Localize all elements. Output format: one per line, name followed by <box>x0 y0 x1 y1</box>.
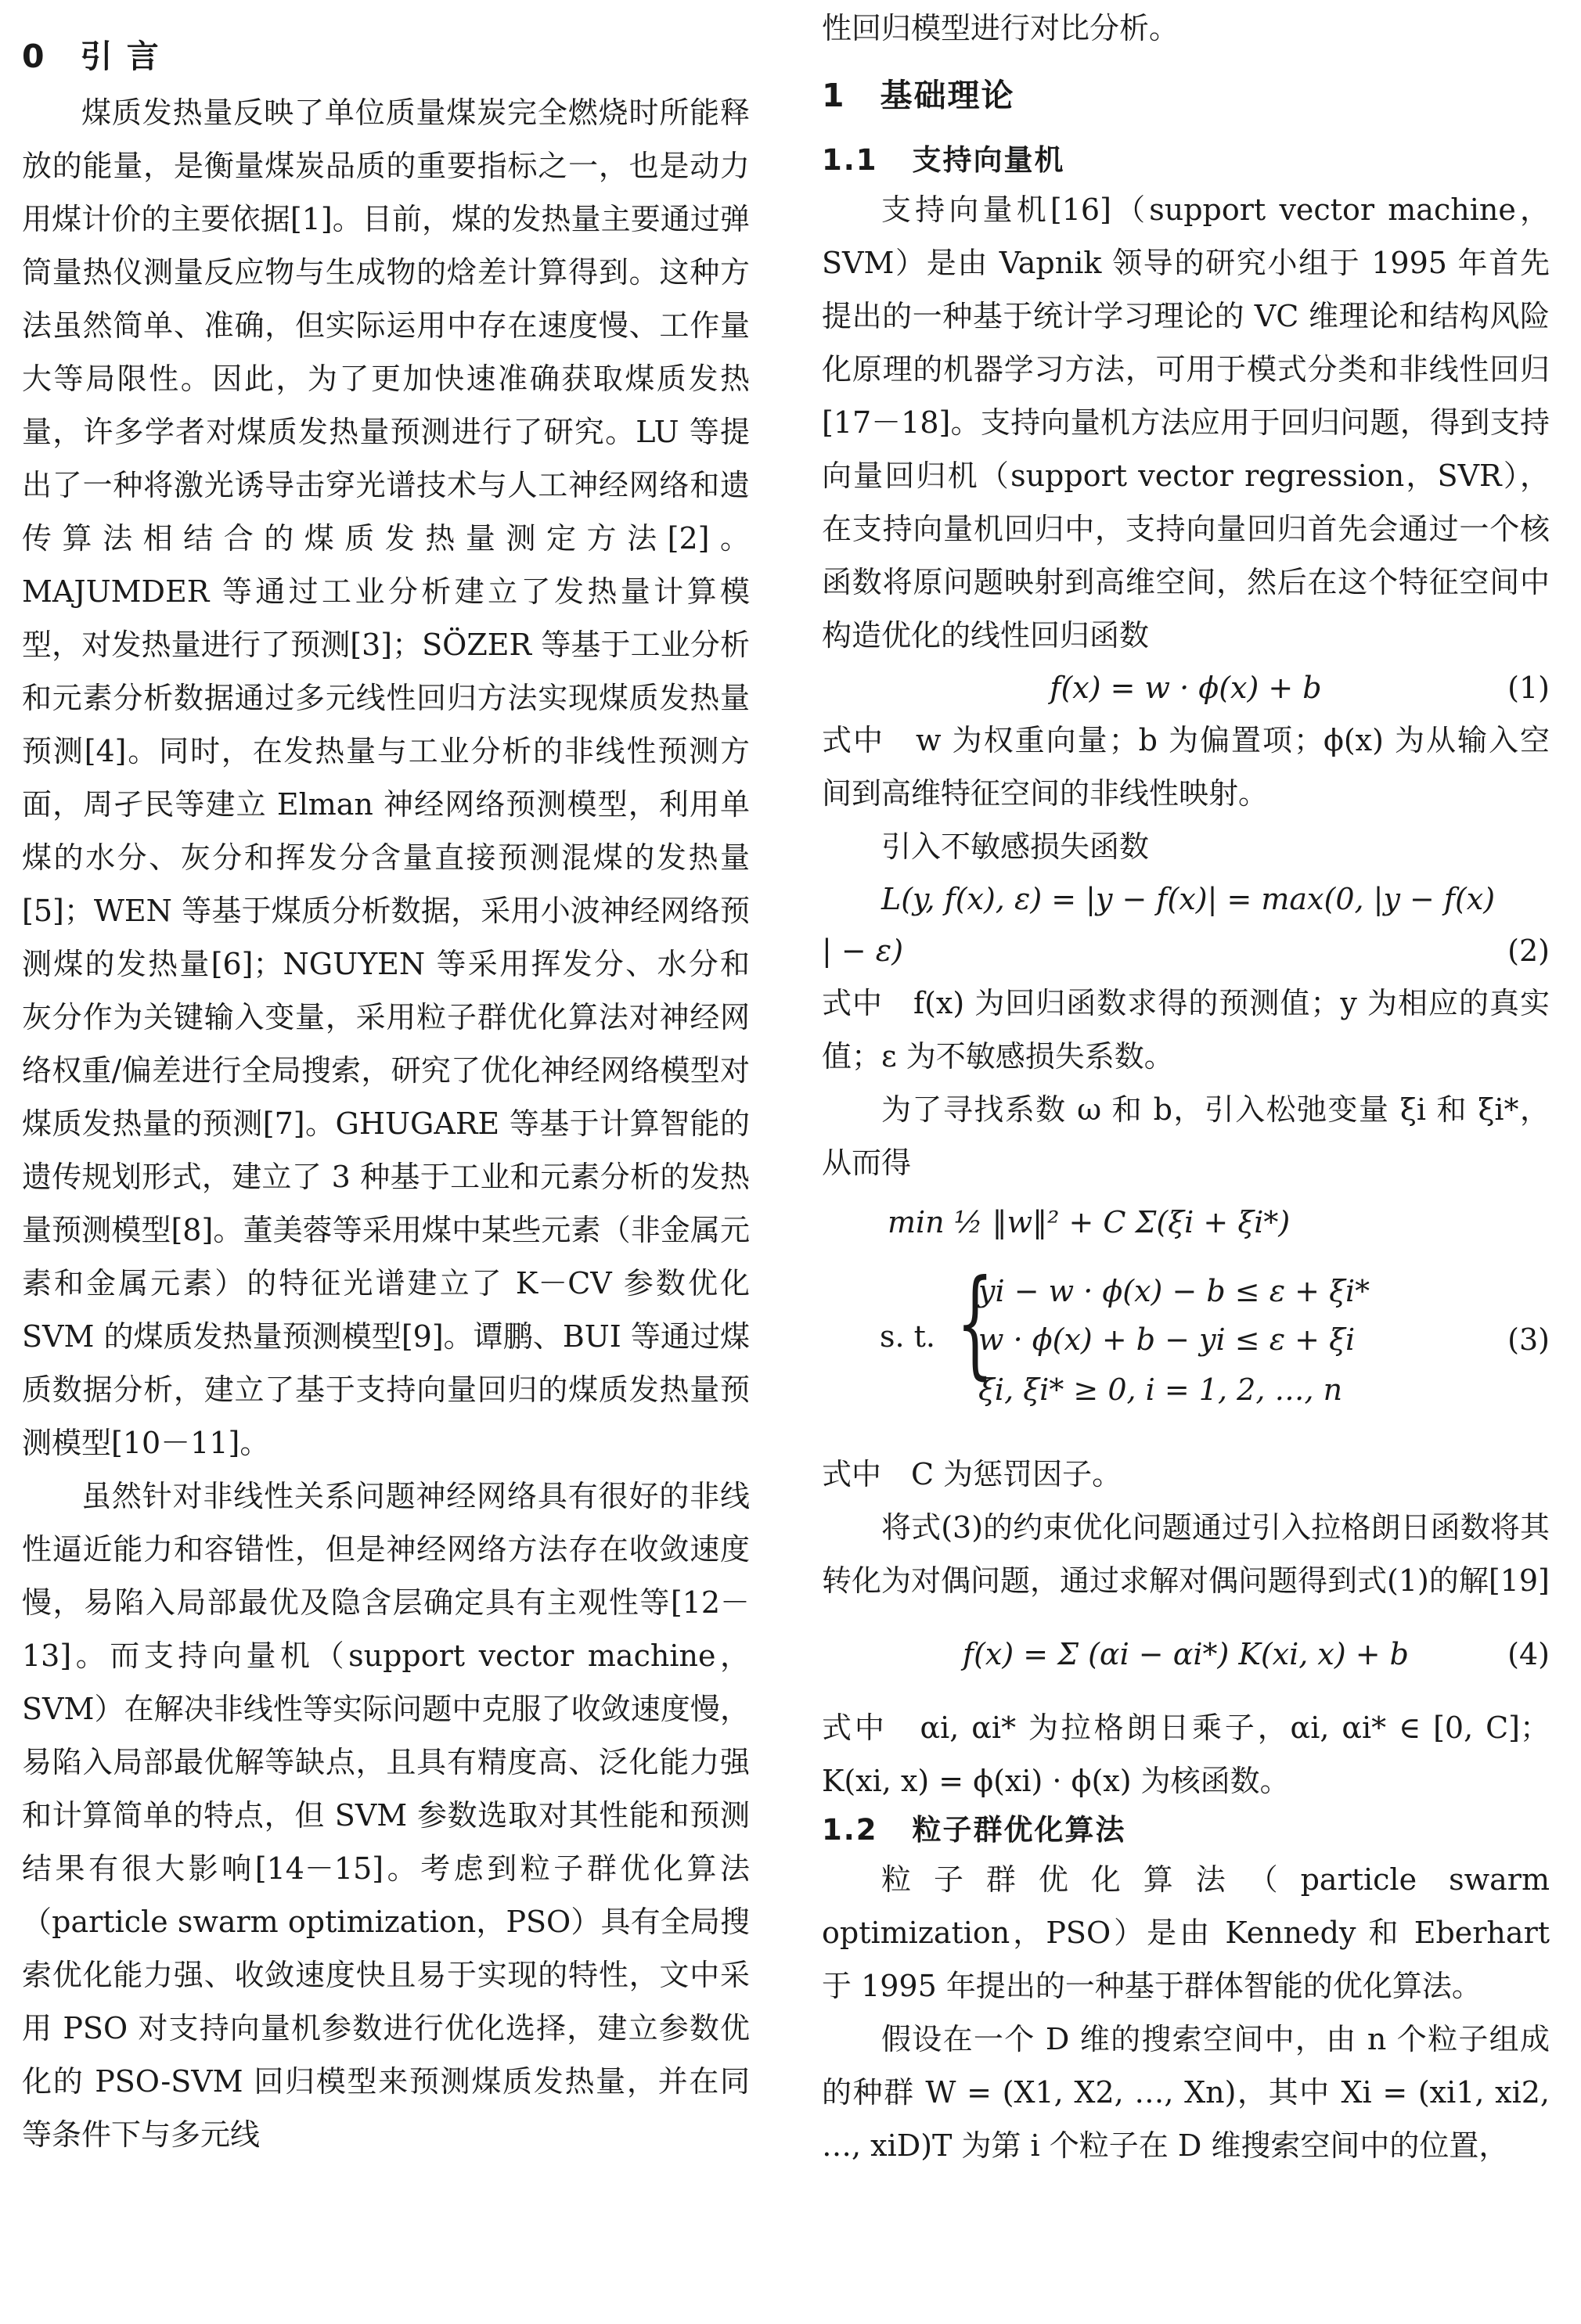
subsection-title: 支持向量机 <box>912 143 1065 177</box>
subsection-title: 粒子群优化算法 <box>912 1813 1126 1847</box>
subject-to-label: s. t. <box>880 1319 936 1354</box>
pso-paragraph: 粒子群优化算法（particle swarm optimization，PSO）是由 Kennedy 和 Eberhart 于 1995 年提出的一种基于群体智能的优化算法。 <box>822 1862 1550 2003</box>
equation-number: (1) <box>1507 671 1550 705</box>
eq3-explanation: 式中 C 为惩罚因子。 <box>822 1457 1122 1491</box>
constraint-1: yi − w · ϕ(x) − b ≤ ε + ξi* <box>978 1274 1370 1308</box>
equation-body: f(x) = Σ (αi − αi*) K(xi, x) + b <box>963 1637 1409 1671</box>
brace-icon: { <box>956 1255 994 1391</box>
subsection-heading-1-1 <box>822 138 1550 183</box>
equation-1 <box>822 662 1550 714</box>
subsection-number: 1.2 <box>822 1813 878 1847</box>
slack-intro: 为了寻找系数 ω 和 b，引入松弛变量 ξi 和 ξi*，从而得 <box>822 1092 1550 1180</box>
section-title: 引 言 <box>80 38 160 75</box>
section-heading-0 <box>22 33 750 80</box>
left-column <box>22 0 750 2161</box>
equation-number: (2) <box>1507 934 1550 968</box>
eq1-explanation: 式中 w 为权重向量；b 为偏置项；ϕ(x) 为从输入空间到高维特征空间的非线性映射。 <box>822 723 1550 811</box>
right-column <box>822 0 1550 2172</box>
equation-body: f(x) = w · ϕ(x) + b <box>1050 671 1322 705</box>
section-title: 基础理论 <box>880 77 1015 114</box>
constraint-3: ξi, ξi* ≥ 0, i = 1, 2, …, n <box>978 1372 1343 1407</box>
equation-number: (4) <box>1507 1637 1550 1671</box>
section-number: 1 <box>822 77 846 114</box>
equation-number: (3) <box>1507 1322 1550 1357</box>
svm-paragraph: 支持向量机[16]（support vector machine，SVM）是由 Vapnik 领导的研究小组于 1995 年首先提出的一种基于统计学习理论的 VC 维理论和结构风险化原理的机器学习方法，可用于模式分类和非线性回归[17－18]。支持向量机方法应用于回归问题，得到支持向量回归机（support vector regression，SVR），在支持向量机回归中，支持向量回归首先会通过一个核函数将原问题映射到高维空间，然后在这个特征空间中构造优化的线性回归函数 <box>822 192 1550 653</box>
eq2-explanation: 式中 f(x) 为回归函数求得的预测值；y 为相应的真实值；ε 为不敏感损失系数。 <box>822 986 1550 1074</box>
section-number: 0 <box>22 38 46 75</box>
section-heading-1 <box>822 72 1550 119</box>
subsection-heading-1-2 <box>822 1808 1550 1853</box>
equation-2 <box>822 873 1550 977</box>
objective-function: min ½ ‖w‖² + C Σ(ξi + ξi*) <box>888 1205 1291 1239</box>
pso-swarm-paragraph: 假设在一个 D 维的搜索空间中，由 n 个粒子组成的种群 W = (X1, X2, …, Xn)，其中 Xi = (xi1, xi2, …, xiD)T 为第 i 个粒子在 D 维搜索空间中的位置， <box>822 2022 1550 2163</box>
constraint-2: w · ϕ(x) + b − yi ≤ ε + ξi <box>978 1322 1356 1357</box>
continued-paragraph: 性回归模型进行对比分析。 <box>822 11 1179 45</box>
loss-intro: 引入不敏感损失函数 <box>881 829 1150 864</box>
equation-line: | − ε) <box>822 934 904 968</box>
intro-paragraph-1: 煤质发热量反映了单位质量煤炭完全燃烧时所能释放的能量，是衡量煤炭品质的重要指标之一，也是动力用煤计价的主要依据[1]。目前，煤的发热量主要通过弹筒量热仪测量反应物与生成物的焓差计算得到。这种方法虽然简单、准确，但实际运用中存在速度慢、工作量大等局限性。因此，为了更加快速准确获取煤质发热量，许多学者对煤质发热量预测进行了研究。LU 等提出了一种将激光诱导击穿光谱技术与人工神经网络和遗传算法相结合的煤质发热量测定方法[2]。MAJUMDER 等通过工业分析建立了发热量计算模型，对发热量进行了预测[3]；SÖZER 等基于工业分析和元素分析数据通过多元线性回归方法实现煤质发热量预测[4]。同时，在发热量与工业分析的非线性预测方面，周孑民等建立 Elman 神经网络预测模型，利用单煤的水分、灰分和挥发分含量直接预测混煤的发热量[5]；WEN 等基于煤质分析数据，采用小波神经网络预测煤的发热量[6]；NGUYEN 等采用挥发分、水分和灰分作为关键输入变量，采用粒子群优化算法对神经网络权重/偏差进行全局搜索，研究了优化神经网络模型对煤质发热量的预测[7]。GHUGARE 等基于计算智能的遗传规划形式，建立了 3 种基于工业和元素分析的发热量预测模型[8]。董美蓉等采用煤中某些元素（非金属元素和金属元素）的特征光谱建立了 K－CV 参数优化 SVM 的煤质发热量预测模型[9]。谭鹏、BUI 等通过煤质数据分析，建立了基于支持向量回归的煤质发热量预测模型[10－11]。 <box>22 95 750 1460</box>
equation-4 <box>822 1607 1550 1701</box>
equation-line: L(y, f(x), ε) = |y − f(x)| = max(0, |y − f(x) <box>881 882 1496 916</box>
dual-paragraph: 将式(3)的约束优化问题通过引入拉格朗日函数将其转化为对偶问题，通过求解对偶问题得到式(1)的解[19] <box>822 1510 1550 1598</box>
subsection-number: 1.1 <box>822 143 878 177</box>
intro-paragraph-2: 虽然针对非线性关系问题神经网络具有很好的非线性逼近能力和容错性，但是神经网络方法存在收敛速度慢，易陷入局部最优及隐含层确定具有主观性等[12－13]。而支持向量机（support vector machine，SVM）在解决非线性等实际问题中克服了收敛速度慢，易陷入局部最优解等缺点，且具有精度高、泛化能力强和计算简单的特点，但 SVM 参数选取对其性能和预测结果有很大影响[14－15]。考虑到粒子群优化算法（particle swarm optimization，PSO）具有全局搜索优化能力强、收敛速度快且易于实现的特性，文中采用 PSO 对支持向量机参数进行优化选择，建立参数优化的 PSO-SVM 回归模型来预测煤质发热量，并在同等条件下与多元线 <box>22 1479 750 2152</box>
eq4-explanation: 式中 αi, αi* 为拉格朗日乘子，αi, αi* ∈ [0, C]；K(xi, x) = ϕ(xi) · ϕ(x) 为核函数。 <box>822 1711 1550 1798</box>
equation-3 <box>822 1189 1550 1448</box>
